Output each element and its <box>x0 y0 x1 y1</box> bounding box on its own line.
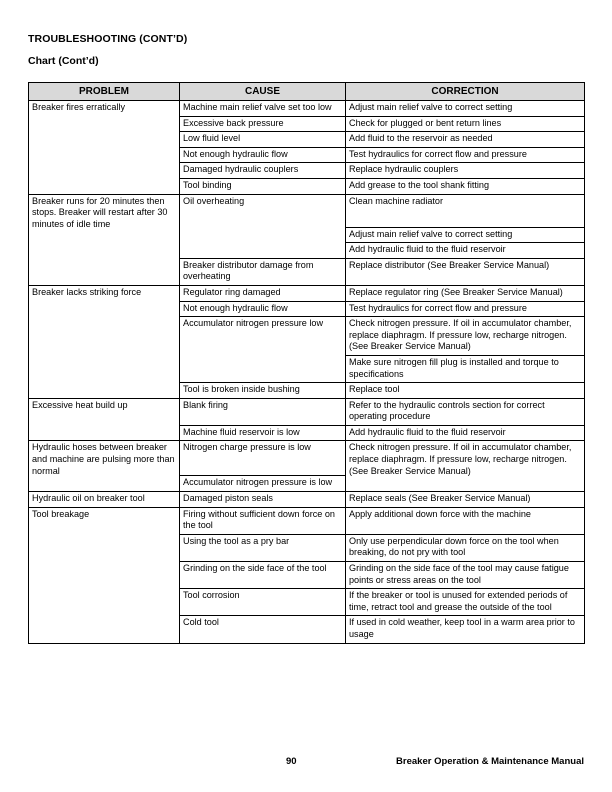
problem-cell: Breaker runs for 20 minutes then stops. Breaker will restart after 30 minutes of idle time <box>29 194 180 285</box>
correction-cell: Replace hydraulic couplers <box>346 163 585 179</box>
cause-cell: Breaker distributor damage from overheating <box>180 258 346 285</box>
page-heading: TROUBLESHOOTING (CONT’D) <box>28 33 188 45</box>
table-header-row <box>29 83 585 101</box>
correction-cell: Replace regulator ring (See Breaker Service Manual) <box>346 285 585 301</box>
correction-cell: Adjust main relief valve to correct setting <box>346 227 585 243</box>
table-row <box>29 101 585 117</box>
correction-cell: Add grease to the tool shank fitting <box>346 178 585 194</box>
cause-cell: Accumulator nitrogen pressure low <box>180 317 346 383</box>
cause-cell: Excessive back pressure <box>180 116 346 132</box>
cause-cell: Tool binding <box>180 178 346 194</box>
chart-subheading: Chart (Cont’d) <box>28 55 99 67</box>
table-row <box>29 492 585 508</box>
correction-cell: Check nitrogen pressure. If oil in accumulator chamber, replace diaphragm. If pressure low, recharge nitrogen. (See Breaker Service Manual) <box>346 441 585 492</box>
table-row <box>29 507 585 534</box>
correction-cell: Add fluid to the reservoir as needed <box>346 132 585 148</box>
header-problem: PROBLEM <box>29 83 180 101</box>
cause-cell: Machine main relief valve set too low <box>180 101 346 117</box>
troubleshooting-table <box>28 82 585 644</box>
correction-cell: Replace tool <box>346 383 585 399</box>
correction-cell: Check for plugged or bent return lines <box>346 116 585 132</box>
header-correction: CORRECTION <box>346 83 585 101</box>
cause-cell: Oil overheating <box>180 194 346 258</box>
problem-cell: Excessive heat build up <box>29 398 180 441</box>
cause-cell: Not enough hydraulic flow <box>180 301 346 317</box>
correction-cell: Check nitrogen pressure. If oil in accumulator chamber, replace diaphragm. If pressure low, recharge nitrogen. (See Breaker Service Manual) <box>346 317 585 356</box>
cause-cell: Machine fluid reservoir is low <box>180 425 346 441</box>
correction-cell: Make sure nitrogen fill plug is installed and torque to specifications <box>346 355 585 382</box>
problem-cell: Tool breakage <box>29 507 180 643</box>
correction-cell: Add hydraulic fluid to the fluid reservoir <box>346 243 585 259</box>
correction-cell: Clean machine radiator <box>346 194 585 227</box>
cause-cell: Damaged piston seals <box>180 492 346 508</box>
correction-cell: If the breaker or tool is unused for extended periods of time, retract tool and grease the outside of the tool <box>346 589 585 616</box>
correction-cell: Grinding on the side face of the tool may cause fatigue points or stress areas on the tool <box>346 562 585 589</box>
table-row <box>29 398 585 425</box>
correction-cell: If used in cold weather, keep tool in a warm area prior to usage <box>346 616 585 643</box>
correction-cell: Apply additional down force with the machine <box>346 507 585 534</box>
correction-cell: Replace distributor (See Breaker Service Manual) <box>346 258 585 285</box>
correction-cell: Add hydraulic fluid to the fluid reservoir <box>346 425 585 441</box>
cause-cell: Not enough hydraulic flow <box>180 147 346 163</box>
cause-cell: Regulator ring damaged <box>180 285 346 301</box>
cause-cell: Damaged hydraulic couplers <box>180 163 346 179</box>
page-number: 90 <box>286 756 297 767</box>
problem-cell: Breaker lacks striking force <box>29 285 180 398</box>
correction-cell: Adjust main relief valve to correct setting <box>346 101 585 117</box>
cause-cell: Tool is broken inside bushing <box>180 383 346 399</box>
cause-cell: Cold tool <box>180 616 346 643</box>
table-row <box>29 285 585 301</box>
table-row <box>29 441 585 476</box>
cause-cell: Grinding on the side face of the tool <box>180 562 346 589</box>
cause-cell: Accumulator nitrogen pressure is low <box>180 476 346 492</box>
correction-cell: Replace seals (See Breaker Service Manual) <box>346 492 585 508</box>
header-cause: CAUSE <box>180 83 346 101</box>
cause-cell: Firing without sufficient down force on the tool <box>180 507 346 534</box>
correction-cell: Only use perpendicular down force on the tool when breaking, do not pry with tool <box>346 534 585 561</box>
cause-cell: Tool corrosion <box>180 589 346 616</box>
cause-cell: Using the tool as a pry bar <box>180 534 346 561</box>
correction-cell: Test hydraulics for correct flow and pressure <box>346 147 585 163</box>
table-row <box>29 194 585 227</box>
cause-cell: Nitrogen charge pressure is low <box>180 441 346 476</box>
problem-cell: Hydraulic oil on breaker tool <box>29 492 180 508</box>
problem-cell: Breaker fires erratically <box>29 101 180 195</box>
manual-title: Breaker Operation & Maintenance Manual <box>396 756 584 767</box>
cause-cell: Low fluid level <box>180 132 346 148</box>
correction-cell: Test hydraulics for correct flow and pressure <box>346 301 585 317</box>
problem-cell: Hydraulic hoses between breaker and machine are pulsing more than normal <box>29 441 180 492</box>
correction-cell: Refer to the hydraulic controls section for correct operating procedure <box>346 398 585 425</box>
cause-cell: Blank firing <box>180 398 346 425</box>
